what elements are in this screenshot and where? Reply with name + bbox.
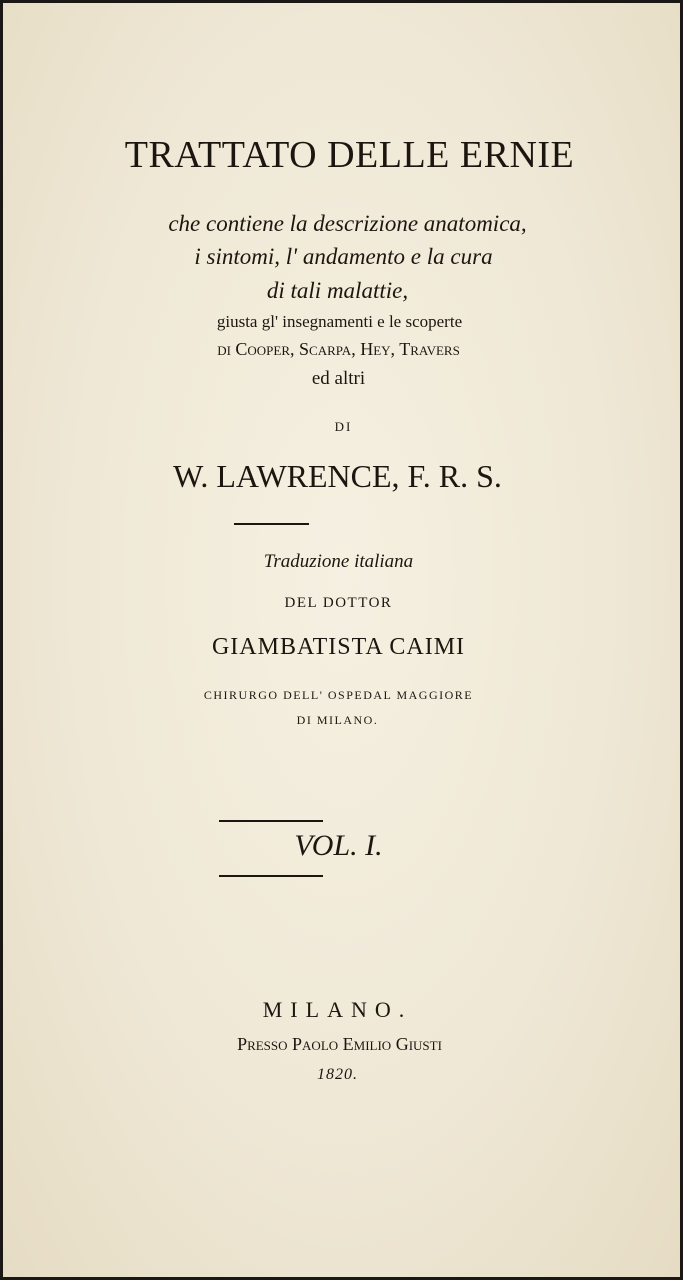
subtitle-line-2: i sintomi, l' andamento e la cura [194, 244, 493, 269]
volume-rule-top [219, 820, 323, 822]
translator-place: DI MILANO. [296, 713, 379, 727]
imprint-city: MILANO. [262, 997, 413, 1022]
subtitle-line-6: ed altri [311, 368, 366, 389]
translator-name: GIAMBATISTA CAIMI [211, 634, 466, 660]
volume-number: VOL. I. [294, 829, 383, 862]
translation-label: Traduzione italiana [263, 551, 414, 572]
translator-role: CHIRURGO DELL' OSPEDAL MAGGIORE [203, 688, 474, 702]
del-dottor: DEL DOTTOR [284, 595, 393, 611]
book-title: TRATTATO DELLE ERNIE [124, 134, 575, 176]
author-name: W. LAWRENCE, F. R. S. [173, 458, 502, 494]
volume-rule-bottom [219, 875, 323, 877]
divider-rule-1 [234, 523, 309, 525]
title-page [3, 3, 680, 1277]
subtitle-line-3: di tali malattie, [266, 278, 409, 303]
subtitle-line-5: di Cooper, Scarpa, Hey, Travers [217, 339, 460, 359]
subtitle-line-1: che contiene la descrizione anatomica, [168, 211, 527, 236]
subtitle-line-4: giusta gl' insegnamenti e le scoperte [216, 312, 463, 331]
author-prefix: DI [334, 419, 353, 434]
imprint-publisher: Presso Paolo Emilio Giusti [237, 1034, 442, 1054]
imprint-year: 1820. [317, 1066, 358, 1083]
